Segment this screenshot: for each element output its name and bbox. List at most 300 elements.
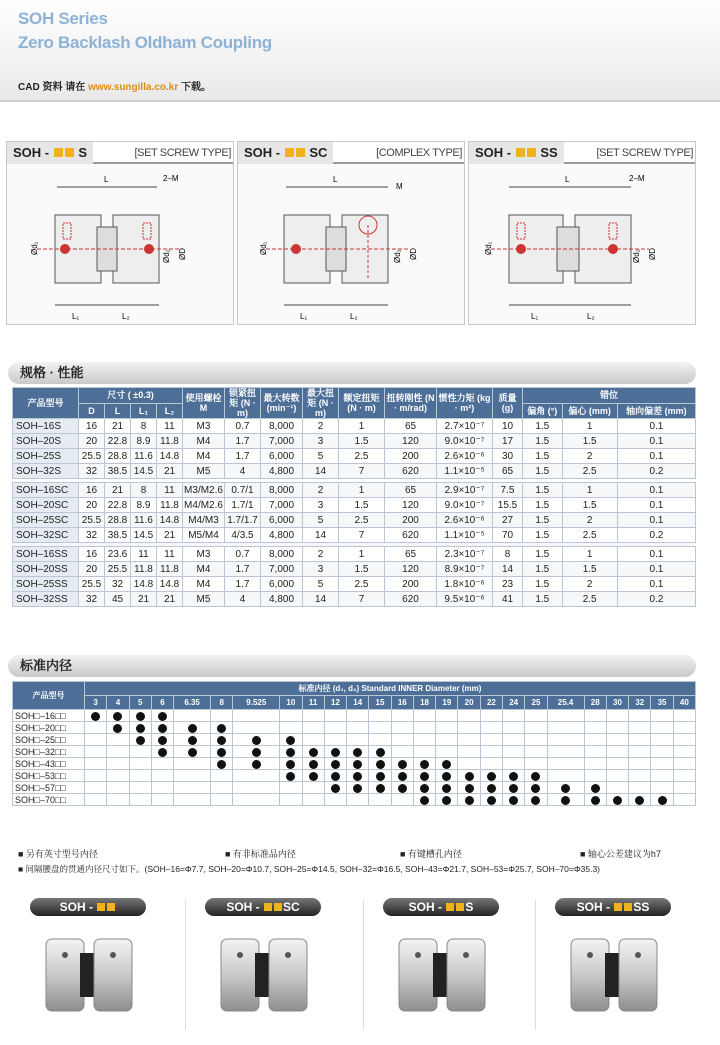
bore-row: [13, 794, 696, 806]
bore-cell: [651, 710, 673, 722]
bore-cell: [413, 770, 435, 782]
bore-cell: [525, 782, 547, 794]
header: [0, 0, 720, 100]
spec-cell: 7,000: [261, 434, 303, 449]
spec-cell: 120: [385, 562, 437, 577]
spec-cell: 1.8×10⁻⁶: [437, 577, 493, 592]
spec-cell: 32: [79, 528, 105, 543]
spec-row: [13, 498, 696, 513]
spec-cell: 0.1: [617, 513, 695, 528]
svg-text:Ød₂: Ød₂: [162, 249, 171, 263]
bore-cell: [151, 746, 173, 758]
bore-cell: [629, 782, 651, 794]
bore-cell: [458, 758, 480, 770]
bore-available-mark: [158, 724, 167, 733]
bore-available-mark: [217, 724, 226, 733]
bore-cell: [347, 710, 369, 722]
bore-available-mark: [158, 748, 167, 757]
spec-cell: 0.1: [617, 547, 695, 562]
bore-cell: [547, 746, 584, 758]
svg-text:ØD: ØD: [648, 248, 657, 260]
bore-cell: [651, 746, 673, 758]
spec-cell: 0.1: [617, 562, 695, 577]
bore-cell: [584, 770, 606, 782]
bore-cell: [651, 794, 673, 806]
svg-text:Ød₁: Ød₁: [30, 241, 39, 255]
spec-cell: 30: [493, 449, 523, 464]
bore-cell: [480, 710, 502, 722]
bore-cell: [211, 710, 233, 722]
spec-cell: 25.5: [79, 513, 105, 528]
col-L: L: [105, 403, 131, 419]
col-L1: L₁: [131, 403, 157, 419]
bore-available-mark: [442, 760, 451, 769]
bore-row: [13, 722, 696, 734]
bore-cell: [584, 722, 606, 734]
svg-text:L: L: [565, 175, 570, 184]
spec-row: [13, 449, 696, 464]
bore-cell: [651, 758, 673, 770]
bore-available-mark: [286, 760, 295, 769]
cad-link[interactable]: www.sungilla.co.kr: [88, 82, 179, 93]
spec-cell: 11.6: [131, 449, 157, 464]
bore-available-mark: [442, 784, 451, 793]
bore-cell: [673, 758, 695, 770]
spec-cell: 2.6×10⁻⁶: [437, 449, 493, 464]
bore-available-mark: [376, 760, 385, 769]
spec-cell: 14: [303, 464, 339, 479]
spec-cell: 8.9: [131, 434, 157, 449]
bore-cell: [233, 746, 280, 758]
spec-cell: 7.5: [493, 483, 523, 498]
bore-cell: [369, 734, 391, 746]
spec-cell: 22.8: [105, 434, 131, 449]
bore-cell: [302, 734, 324, 746]
bore-cell: [129, 758, 151, 770]
model-cell: SOH–16SC: [13, 483, 79, 498]
spec-cell: 14.8: [131, 577, 157, 592]
bore-cell: [436, 746, 458, 758]
type-label: [SET SCREW TYPE]: [134, 147, 231, 159]
bore-cell: [129, 734, 151, 746]
bore-cell: [151, 794, 173, 806]
bore-cell: [85, 734, 107, 746]
bore-cell: [629, 710, 651, 722]
spec-cell: 1.5: [523, 498, 563, 513]
bore-cell: [525, 734, 547, 746]
spec-cell: 65: [385, 483, 437, 498]
bore-size-header: 10: [280, 696, 302, 710]
spec-cell: 2.5: [562, 592, 617, 607]
spec-cell: 1: [562, 547, 617, 562]
spec-cell: 8: [493, 547, 523, 562]
spec-cell: 25.5: [79, 449, 105, 464]
col-maxt: 最大扭矩 (N · m): [303, 388, 339, 419]
spec-cell: 1.5: [523, 547, 563, 562]
bore-size-header: 6.35: [174, 696, 211, 710]
bore-cell: [413, 782, 435, 794]
spec-cell: 8,000: [261, 483, 303, 498]
bore-available-mark: [252, 760, 261, 769]
spec-cell: 200: [385, 577, 437, 592]
bore-available-mark: [188, 736, 197, 745]
type-name: SOH - SC: [238, 142, 333, 164]
bore-cell: [503, 710, 525, 722]
type-box-s: [6, 141, 234, 325]
bore-available-mark: [309, 772, 318, 781]
model-cell: SOH–25SS: [13, 577, 79, 592]
bore-cell: [211, 794, 233, 806]
bore-cell: [525, 710, 547, 722]
bore-size-header: 3: [85, 696, 107, 710]
bore-cell: [480, 734, 502, 746]
cad-download-line: [18, 78, 211, 93]
bore-cell: [673, 794, 695, 806]
bore-cell: [547, 794, 584, 806]
spec-cell: 2.5: [339, 449, 385, 464]
bore-available-mark: [309, 748, 318, 757]
spec-cell: M3: [183, 419, 225, 434]
spec-cell: 3: [303, 562, 339, 577]
bore-cell: [324, 710, 346, 722]
svg-text:ØD: ØD: [178, 248, 187, 260]
bore-cell: [413, 722, 435, 734]
bore-cell: [651, 782, 673, 794]
bore-cell: [302, 794, 324, 806]
model-cell: SOH–25SC: [13, 513, 79, 528]
spec-cell: 120: [385, 498, 437, 513]
bore-cell: [436, 782, 458, 794]
product-photo: [553, 925, 673, 1025]
bore-available-mark: [188, 748, 197, 757]
bore-size-header: 14: [347, 696, 369, 710]
spec-cell: 41: [493, 592, 523, 607]
bore-size-header: 25.4: [547, 696, 584, 710]
svg-text:L₂: L₂: [587, 312, 595, 321]
spec-cell: 17: [493, 434, 523, 449]
bore-cell: [651, 734, 673, 746]
spec-cell: 7,000: [261, 562, 303, 577]
spec-cell: 65: [385, 419, 437, 434]
spec-cell: 28.8: [105, 449, 131, 464]
spec-cell: 2.9×10⁻⁷: [437, 483, 493, 498]
spec-cell: 2.5: [562, 464, 617, 479]
model-cell: SOH–20SC: [13, 498, 79, 513]
spec-row: [13, 483, 696, 498]
model-cell: SOH–32SS: [13, 592, 79, 607]
bore-available-mark: [509, 772, 518, 781]
bore-cell: [280, 794, 302, 806]
bore-cell: [606, 794, 628, 806]
bore-cell: [606, 758, 628, 770]
spec-cell: 32: [79, 592, 105, 607]
bore-cell: [151, 758, 173, 770]
spec-cell: 21: [157, 464, 183, 479]
bore-available-mark: [591, 796, 600, 805]
bore-available-mark: [420, 784, 429, 793]
note-through-bore: ■ 间隔腰盘的贯通内径尺寸如下。(SOH–16=Φ7.7, SOH–20=Φ10.7, SOH–25=Φ14.5, SOH–32=Φ16.5, SOH–43=Φ21.7, SOH–53=Φ25.7, SOH–70=Φ35.3): [18, 864, 601, 874]
bore-cell: [673, 734, 695, 746]
bore-size-header: 19: [436, 696, 458, 710]
bore-cell: [85, 758, 107, 770]
bore-available-mark: [286, 736, 295, 745]
bore-size-header: 4: [107, 696, 129, 710]
spec-cell: 2: [562, 577, 617, 592]
bore-cell: [107, 710, 129, 722]
bore-available-mark: [136, 712, 145, 721]
bore-available-mark: [376, 784, 385, 793]
spec-cell: 21: [157, 592, 183, 607]
bore-cell: [211, 758, 233, 770]
bore-cell: [324, 770, 346, 782]
spec-cell: 1.7/1.7: [225, 513, 261, 528]
bore-cell: [129, 710, 151, 722]
bore-cell: [673, 722, 695, 734]
divider: [185, 900, 186, 1030]
spec-cell: 7: [339, 464, 385, 479]
bore-available-mark: [252, 748, 261, 757]
bore-size-header: 24: [503, 696, 525, 710]
col-axi: 轴向偏差 (mm): [617, 403, 695, 419]
model-cell: SOH–20S: [13, 434, 79, 449]
bore-cell: [280, 746, 302, 758]
model-cell: SOH–16SS: [13, 547, 79, 562]
bore-row: [13, 770, 696, 782]
bore-available-mark: [217, 736, 226, 745]
spec-cell: M3/M2.6: [184, 484, 223, 496]
spec-cell: 1.5: [523, 449, 563, 464]
coupling-drawing-s: [7, 165, 233, 323]
bore-available-mark: [635, 796, 644, 805]
bore-cell: [211, 722, 233, 734]
spec-cell: 1.5: [523, 434, 563, 449]
spec-cell: 1.7: [225, 562, 261, 577]
bore-row: [13, 782, 696, 794]
bore-available-mark: [561, 784, 570, 793]
bore-available-mark: [561, 796, 570, 805]
bore-cell: [547, 734, 584, 746]
col-D: D: [79, 403, 105, 419]
bore-size-header: 16: [391, 696, 413, 710]
spec-cell: 7,000: [261, 498, 303, 513]
spec-cell: 23.6: [105, 547, 131, 562]
spec-cell: 5: [303, 577, 339, 592]
bore-size-header: 40: [673, 696, 695, 710]
spec-cell: M4: [183, 577, 225, 592]
spec-cell: 70: [493, 528, 523, 543]
spec-row: [13, 528, 696, 543]
svg-text:Ød₁: Ød₁: [484, 241, 493, 255]
bore-cell: [174, 758, 211, 770]
bore-cell: [547, 782, 584, 794]
spec-cell: 25.5: [105, 562, 131, 577]
bore-cell: [503, 746, 525, 758]
spec-cell: 4: [225, 592, 261, 607]
bore-cell: [391, 782, 413, 794]
bore-cell: [85, 782, 107, 794]
bore-cell: [233, 794, 280, 806]
product-label: SOH - SS: [555, 898, 671, 916]
spec-cell: 1.5: [523, 528, 563, 543]
spec-cell: 0.7: [225, 419, 261, 434]
bore-cell: [324, 758, 346, 770]
note-nonstd: ■ 有非标准品内径: [225, 849, 296, 859]
bore-cell: [347, 734, 369, 746]
spec-cell: 20: [79, 562, 105, 577]
bore-cell: [85, 746, 107, 758]
bore-available-mark: [331, 784, 340, 793]
bore-row: [13, 734, 696, 746]
bore-cell: [174, 734, 211, 746]
bore-cell: [391, 722, 413, 734]
spec-cell: 3: [303, 434, 339, 449]
col-ang: 偏角 (°): [523, 403, 563, 419]
spec-cell: 8: [131, 419, 157, 434]
bore-cell: [503, 794, 525, 806]
bore-cell: [85, 722, 107, 734]
spec-cell: 1: [339, 419, 385, 434]
bore-model-cell: SOH□–16□□: [13, 710, 85, 722]
bore-section-title: 标准内径: [8, 655, 696, 677]
bore-model-cell: SOH□–53□□: [13, 770, 85, 782]
spec-cell: 1.5: [523, 592, 563, 607]
bore-cell: [151, 782, 173, 794]
bore-cell: [629, 734, 651, 746]
spec-cell: 0.1: [617, 483, 695, 498]
bore-cell: [280, 782, 302, 794]
bore-available-mark: [509, 796, 518, 805]
bore-cell: [458, 734, 480, 746]
bore-cell: [458, 710, 480, 722]
divider: [363, 900, 364, 1030]
model-cell: SOH–32S: [13, 464, 79, 479]
bore-cell: [151, 710, 173, 722]
bore-cell: [233, 770, 280, 782]
product-label: SOH - SC: [205, 898, 321, 916]
col-mis: 错位: [523, 388, 696, 404]
bore-available-mark: [188, 724, 197, 733]
spec-cell: 6,000: [261, 577, 303, 592]
bore-available-mark: [376, 748, 385, 757]
bore-available-mark: [658, 796, 667, 805]
bore-available-mark: [91, 712, 100, 721]
bore-available-mark: [487, 772, 496, 781]
spec-cell: 14: [303, 528, 339, 543]
col-L2: L₂: [157, 403, 183, 419]
cad-text: CAD 资料 请在: [18, 82, 86, 93]
spec-cell: 45: [105, 592, 131, 607]
bore-size-header: 5: [129, 696, 151, 710]
bore-cell: [436, 734, 458, 746]
bore-available-mark: [286, 772, 295, 781]
spec-cell: 11: [157, 483, 183, 498]
bore-cell: [85, 794, 107, 806]
bore-cell: [280, 734, 302, 746]
bore-available-mark: [353, 784, 362, 793]
bore-available-mark: [442, 772, 451, 781]
svg-text:M: M: [396, 182, 403, 191]
svg-text:L: L: [333, 175, 338, 184]
bore-size-header: 15: [369, 696, 391, 710]
spec-cell: 11.8: [157, 498, 183, 513]
bore-row: [13, 758, 696, 770]
bore-cell: [280, 770, 302, 782]
bore-cell: [280, 710, 302, 722]
product-title: Zero Backlash Oldham Coupling: [18, 33, 272, 52]
bore-cell: [480, 794, 502, 806]
bore-cell: [584, 782, 606, 794]
spec-cell: M5: [183, 592, 225, 607]
bore-size-header: 22: [480, 696, 502, 710]
svg-text:2–M: 2–M: [163, 174, 179, 183]
spec-cell: 14.8: [157, 513, 183, 528]
spec-cell: 620: [385, 528, 437, 543]
spec-cell: 38.5: [105, 464, 131, 479]
spec-cell: 21: [157, 528, 183, 543]
coupling-drawing-sc: [238, 165, 464, 323]
spec-cell: 1: [339, 547, 385, 562]
bore-size-header: 6: [151, 696, 173, 710]
spec-cell: 1.7: [225, 434, 261, 449]
bore-cell: [584, 710, 606, 722]
spec-cell: 14.5: [131, 464, 157, 479]
spec-cell: 620: [385, 464, 437, 479]
bore-available-mark: [531, 784, 540, 793]
bore-cell: [369, 722, 391, 734]
spec-cell: 11.6: [131, 513, 157, 528]
spec-cell: 2.3×10⁻⁷: [437, 547, 493, 562]
bore-cell: [107, 734, 129, 746]
spec-cell: 1.1×10⁻⁵: [437, 528, 493, 543]
bore-cell: [413, 794, 435, 806]
bore-cell: [324, 746, 346, 758]
svg-text:L₁: L₁: [531, 312, 539, 321]
bore-available-mark: [465, 772, 474, 781]
bore-model-cell: SOH□–32□□: [13, 746, 85, 758]
bore-cell: [629, 758, 651, 770]
model-cell: SOH–25S: [13, 449, 79, 464]
bore-cell: [480, 722, 502, 734]
bore-cell: [324, 722, 346, 734]
spec-cell: 1.7/1: [225, 498, 261, 513]
bore-model-cell: SOH□–25□□: [13, 734, 85, 746]
spec-cell: 1.5: [562, 498, 617, 513]
spec-cell: 32: [79, 464, 105, 479]
spec-cell: 0.1: [617, 434, 695, 449]
bore-cell: [525, 794, 547, 806]
spec-cell: 5: [303, 513, 339, 528]
bore-size-header: 32: [629, 696, 651, 710]
spec-cell: 5: [303, 449, 339, 464]
spec-cell: 2: [562, 449, 617, 464]
bore-cell: [503, 770, 525, 782]
bore-col-dia: 标准内径 (d₁, d₂) Standard INNER Diameter (mm): [85, 682, 696, 696]
type-name: SOH - S: [7, 142, 93, 164]
bore-cell: [233, 782, 280, 794]
bore-cell: [391, 770, 413, 782]
spec-cell: 1: [562, 483, 617, 498]
col-bolt: 使用螺栓 M: [183, 388, 225, 419]
bore-cell: [129, 722, 151, 734]
spec-cell: 1: [562, 419, 617, 434]
divider: [535, 900, 536, 1030]
bore-cell: [391, 794, 413, 806]
bore-cell: [673, 746, 695, 758]
bore-size-header: 18: [413, 696, 435, 710]
coupling-drawing-ss: [469, 165, 695, 323]
bore-available-mark: [613, 796, 622, 805]
bore-cell: [211, 770, 233, 782]
